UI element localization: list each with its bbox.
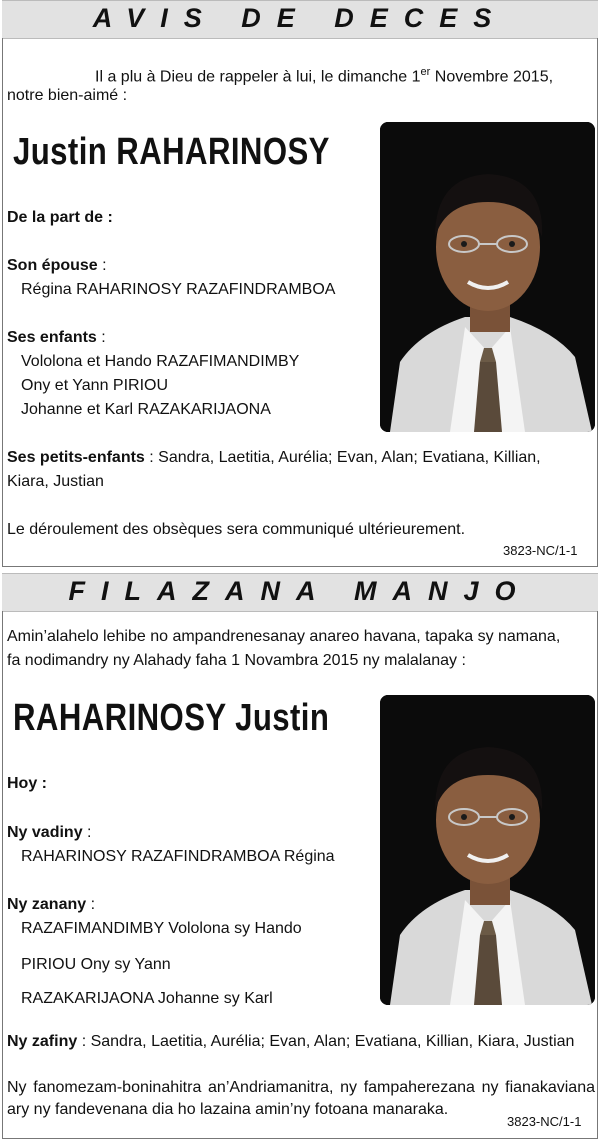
deceased-name: RAHARINOSY Justin bbox=[13, 697, 330, 739]
reference-number: 3823-NC/1-1 bbox=[503, 543, 578, 558]
banner-avis-de-deces bbox=[2, 0, 598, 39]
child-item: RAZAFIMANDIMBY Vololona sy Hando bbox=[21, 920, 302, 937]
child-item: Vololona et Hando RAZAFIMANDIMBY bbox=[21, 353, 300, 370]
intro-line-1: Il a plu à Dieu de rappeler à lui, le dimanche 1er Novembre 2015, bbox=[95, 66, 554, 86]
from-label: De la part de : bbox=[7, 209, 113, 226]
banner-title: AVIS DE DECES bbox=[92, 3, 508, 33]
portrait-image bbox=[380, 122, 595, 432]
child-item: Ony et Yann PIRIOU bbox=[21, 377, 169, 394]
spouse-name: Régina RAHARINOSY RAZAFINDRAMBOA bbox=[21, 281, 336, 298]
portrait-image bbox=[380, 695, 595, 1005]
notice-fr bbox=[2, 38, 598, 567]
deceased-name: Justin RAHARINOSY bbox=[13, 131, 330, 173]
portrait-photo bbox=[380, 695, 595, 1005]
child-item: RAZAKARIJAONA Johanne sy Karl bbox=[21, 990, 273, 1007]
notice-mg bbox=[2, 611, 598, 1139]
banner-title: FILAZANA MANJO bbox=[68, 576, 532, 606]
banner-filazana-manjo bbox=[2, 573, 598, 612]
spouse-name: RAHARINOSY RAZAFINDRAMBOA Régina bbox=[21, 848, 335, 865]
intro-line-1: Amin’alahelo lehibe no ampandrenesanay anareo havana, tapaka sy namana, bbox=[7, 628, 561, 645]
portrait-photo bbox=[380, 122, 595, 432]
grandchildren-line-1: Ses petits-enfants : Sandra, Laetitia, Aurélia; Evan, Alan; Evatiana, Killian, bbox=[7, 449, 541, 466]
reference-number: 3823-NC/1-1 bbox=[507, 1114, 582, 1129]
grandchildren-line: Ny zafiny : Sandra, Laetitia, Aurélia; Evan, Alan; Evatiana, Killian, Kiara, Justian bbox=[7, 1033, 575, 1050]
grandchildren-line-2: Kiara, Justian bbox=[7, 473, 104, 490]
hoy-label: Hoy : bbox=[7, 775, 47, 792]
intro-line-2: fa nodimandry ny Alahady faha 1 Novambra 2015 ny malalanay : bbox=[7, 652, 466, 669]
children-heading: Ses enfants : bbox=[7, 329, 106, 346]
spouse-heading: Ny vadiny : bbox=[7, 824, 92, 841]
children-heading: Ny zanany : bbox=[7, 896, 96, 913]
closing-text: Ny fanomezam-boninahitra an’Andriamanitra, ny fampaherezana ny fianakaviana ary ny fandevenana dia ho lazaina amin’ny fotoana manaraka. bbox=[7, 1079, 595, 1118]
funeral-notice: Le déroulement des obsèques sera communiqué ultérieurement. bbox=[7, 521, 466, 538]
intro-line-2: notre bien-aimé : bbox=[7, 87, 128, 104]
child-item: PIRIOU Ony sy Yann bbox=[21, 956, 171, 973]
child-item: Johanne et Karl RAZAKARIJAONA bbox=[21, 401, 271, 418]
spouse-heading: Son épouse : bbox=[7, 257, 107, 274]
